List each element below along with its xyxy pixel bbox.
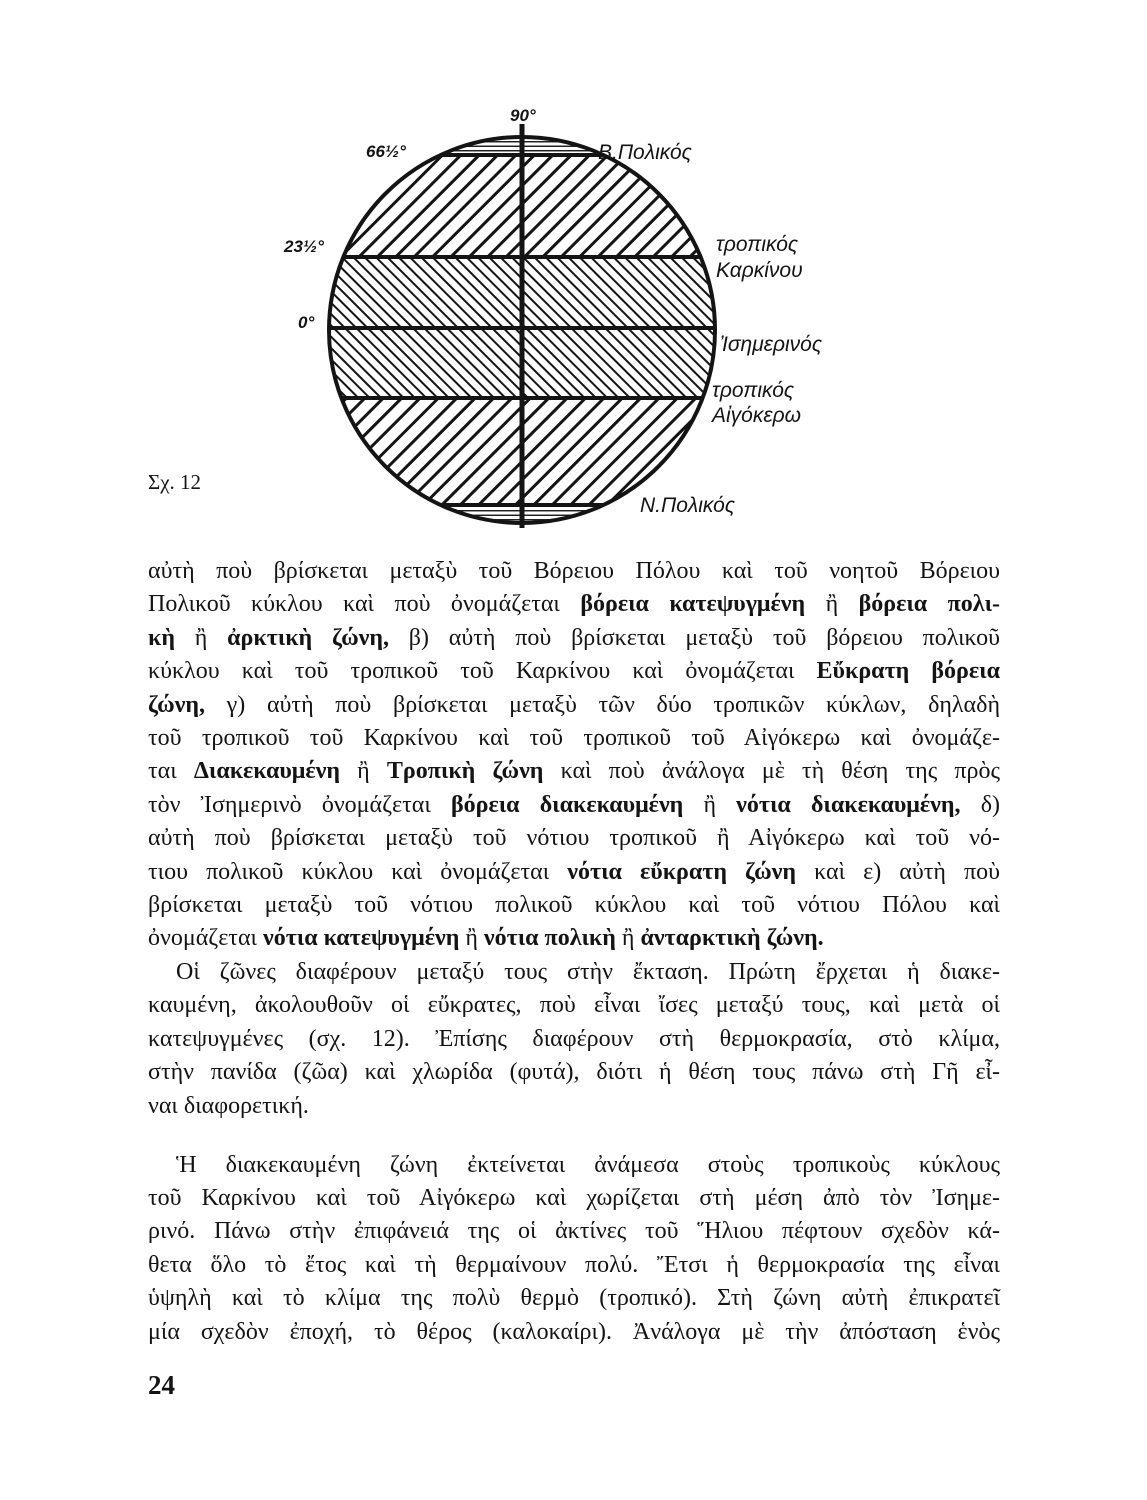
equator-label: Ἰσημερινός [720, 333, 823, 356]
text-run: ἢ [805, 591, 859, 618]
text-run: κατεψυγμένες (σχ. 12). Ἐπίσης διαφέρουν στὴ θερμοκρασία, στὸ κλίμα, [148, 1025, 1000, 1052]
bold-term: βόρεια κατεψυγμένη [580, 591, 806, 618]
text-line [148, 1249, 1000, 1282]
tropic-of-capricorn-label-line2: Αἰγόκερω [712, 404, 801, 427]
body-text [148, 555, 1000, 1349]
text-run: ὀνομάζεται [148, 925, 263, 952]
text-line [148, 1182, 1000, 1215]
text-line [148, 555, 1000, 588]
bold-term: ζώνη, [148, 691, 205, 718]
bold-term: ἀνταρκτικὴ ζώνη. [640, 925, 824, 952]
bold-term: κὴ [148, 624, 175, 651]
paragraph [148, 956, 1000, 1123]
bold-term: νότια κατεψυγμένη [262, 925, 460, 952]
text-run: Ἡ διακεκαυμένη ζώνη ἐκτείνεται ἀνάμεσα στοὺς τροπικοὺς κύκλους [176, 1151, 1000, 1178]
paragraph [148, 555, 1000, 956]
pole-angle-label: 90° [510, 106, 536, 125]
text-run: καυμένη, ἀκολουθοῦν οἱ εὔκρατες, ποὺ εἶναι ἴσες μεταξύ τους, καὶ μετὰ οἱ [148, 992, 1000, 1019]
text-run: γ) αὐτὴ ποὺ βρίσκεται μεταξὺ τῶν δύο τροπικῶν κύκλων, δηλαδὴ [205, 691, 1000, 718]
text-run: β) αὐτὴ ποὺ βρίσκεται μεταξὺ τοῦ βόρειου πολικοῦ [388, 624, 1000, 651]
text-run: ται [148, 758, 194, 785]
figure-caption: Σχ. 12 [148, 470, 202, 494]
text-run: ἢ [340, 758, 387, 785]
text-run: ἢ [174, 624, 228, 651]
text-line [148, 722, 1000, 755]
text-line [148, 922, 1000, 955]
paragraph [148, 1149, 1000, 1349]
tropic-of-cancer-label-line1: τροπικός [716, 233, 799, 256]
text-run: ρινό. Πάνω στὴν ἐπιφάνειά της οἱ ἀκτίνες τοῦ Ἥλιου πέφτουν σχεδὸν κά- [148, 1218, 1000, 1245]
north-polar-circle-label: Β.Πολικός [598, 141, 692, 164]
bold-term: Διακεκαυμένη [193, 758, 340, 785]
bold-term: ἀρκτικὴ ζώνη, [227, 624, 389, 651]
text-run: ναι διαφορετική. [148, 1092, 309, 1119]
arctic-angle-label: 66½° [366, 142, 406, 161]
text-run: ἢ [683, 791, 737, 818]
text-line [148, 1316, 1000, 1349]
south-polar-circle-label: Ν.Πολικός [640, 494, 736, 517]
bold-term: Εὔκρατη βόρεια [816, 658, 1000, 685]
bold-term: νότια εὔκρατη ζώνη [567, 858, 797, 885]
tropic-of-cancer-label-line2: Καρκίνου [716, 259, 803, 282]
text-run: τιου πολικοῦ κύκλου καὶ ὀνομάζεται [148, 858, 568, 885]
text-run: στὴν πανίδα (ζῶα) καὶ χλωρίδα (φυτά), διότι ἡ θέση τους πάνω στὴ Γῆ εἶ- [148, 1059, 1000, 1086]
text-run: Οἱ ζῶνες διαφέρουν μεταξύ τους στὴν ἔκταση. Πρώτη ἔρχεται ἡ διακε- [176, 958, 1000, 985]
text-run: βρίσκεται μεταξὺ τοῦ νότιου πολικοῦ κύκλου καὶ τοῦ νότιου Πόλου καὶ [148, 892, 1000, 919]
text-run: δ) [960, 791, 1000, 818]
bold-term: βόρεια πολι- [858, 591, 1000, 618]
text-run: τὸν Ἰσημερινὸ ὀνομάζεται [148, 791, 451, 818]
page-number: 24 [148, 1370, 175, 1400]
text-line [148, 588, 1000, 621]
bold-term: νότια πολικὴ [483, 925, 616, 952]
bold-term: βόρεια διακεκαυμένη [450, 791, 684, 818]
text-run: ἢ [459, 925, 484, 952]
text-run: αὐτὴ ποὺ βρίσκεται μεταξὺ τοῦ νότιου τροπικοῦ ἢ Αἰγόκερω καὶ τοῦ νό- [148, 825, 1000, 852]
text-line [148, 1090, 1000, 1123]
text-run: καὶ ε) αὐτὴ ποὺ [796, 858, 1001, 885]
text-line [148, 689, 1000, 722]
text-line [148, 989, 1000, 1022]
text-line [148, 856, 1000, 889]
text-run: ὑψηλὴ καὶ τὸ κλίμα της πολὺ θερμὸ (τροπικό). Στὴ ζώνη αὐτὴ ἐπικρατεῖ [148, 1285, 1000, 1312]
text-line [148, 1149, 1000, 1182]
text-line [148, 889, 1000, 922]
text-run: κύκλου καὶ τοῦ τροπικοῦ τοῦ Καρκίνου καὶ ὀνομάζεται [148, 658, 817, 685]
text-line [148, 789, 1000, 822]
bold-term: Τροπικὴ ζώνη [386, 758, 544, 785]
text-line [148, 1282, 1000, 1315]
text-line [148, 956, 1000, 989]
bold-term: νότια διακεκαυμένη, [736, 791, 961, 818]
tropic-angle-label: 23½° [284, 237, 324, 256]
text-line [148, 1023, 1000, 1056]
text-run: τοῦ Καρκίνου καὶ τοῦ Αἰγόκερω καὶ χωρίζεται στὴ μέση ἀπὸ τὸν Ἰσημε- [148, 1184, 1000, 1211]
text-run: τοῦ τροπικοῦ τοῦ Καρκίνου καὶ τοῦ τροπικοῦ τοῦ Αἰγόκερω καὶ ὀνομάζε- [148, 725, 1000, 752]
text-run: μία σχεδὸν ἐποχή, τὸ θέρος (καλοκαίρι). Ἀνάλογα μὲ τὴν ἀπόσταση ἑνὸς [148, 1318, 1000, 1345]
text-line [148, 1056, 1000, 1089]
text-run: ἢ [615, 925, 641, 952]
text-line [148, 822, 1000, 855]
text-run: Πολικοῦ κύκλου καὶ ποὺ ὀνομάζεται [148, 591, 581, 618]
text-run: καὶ ποὺ ἀνάλογα μὲ τὴ θέση της πρὸς [543, 758, 1000, 785]
text-run: θετα ὅλο τὸ ἔτος καὶ τὴ θερμαίνουν πολύ. Ἔτσι ἡ θερμοκρασία της εἶναι [148, 1251, 1000, 1278]
text-line [148, 755, 1000, 788]
equator-angle-label: 0° [298, 313, 315, 332]
text-line [148, 1215, 1000, 1248]
tropic-of-capricorn-label-line1: τροπικός [712, 379, 795, 402]
text-line [148, 655, 1000, 688]
text-line [148, 622, 1000, 655]
text-run: αὐτὴ ποὺ βρίσκεται μεταξὺ τοῦ Βόρειου Πόλου καὶ τοῦ νοητοῦ Βόρειου [148, 558, 1000, 584]
